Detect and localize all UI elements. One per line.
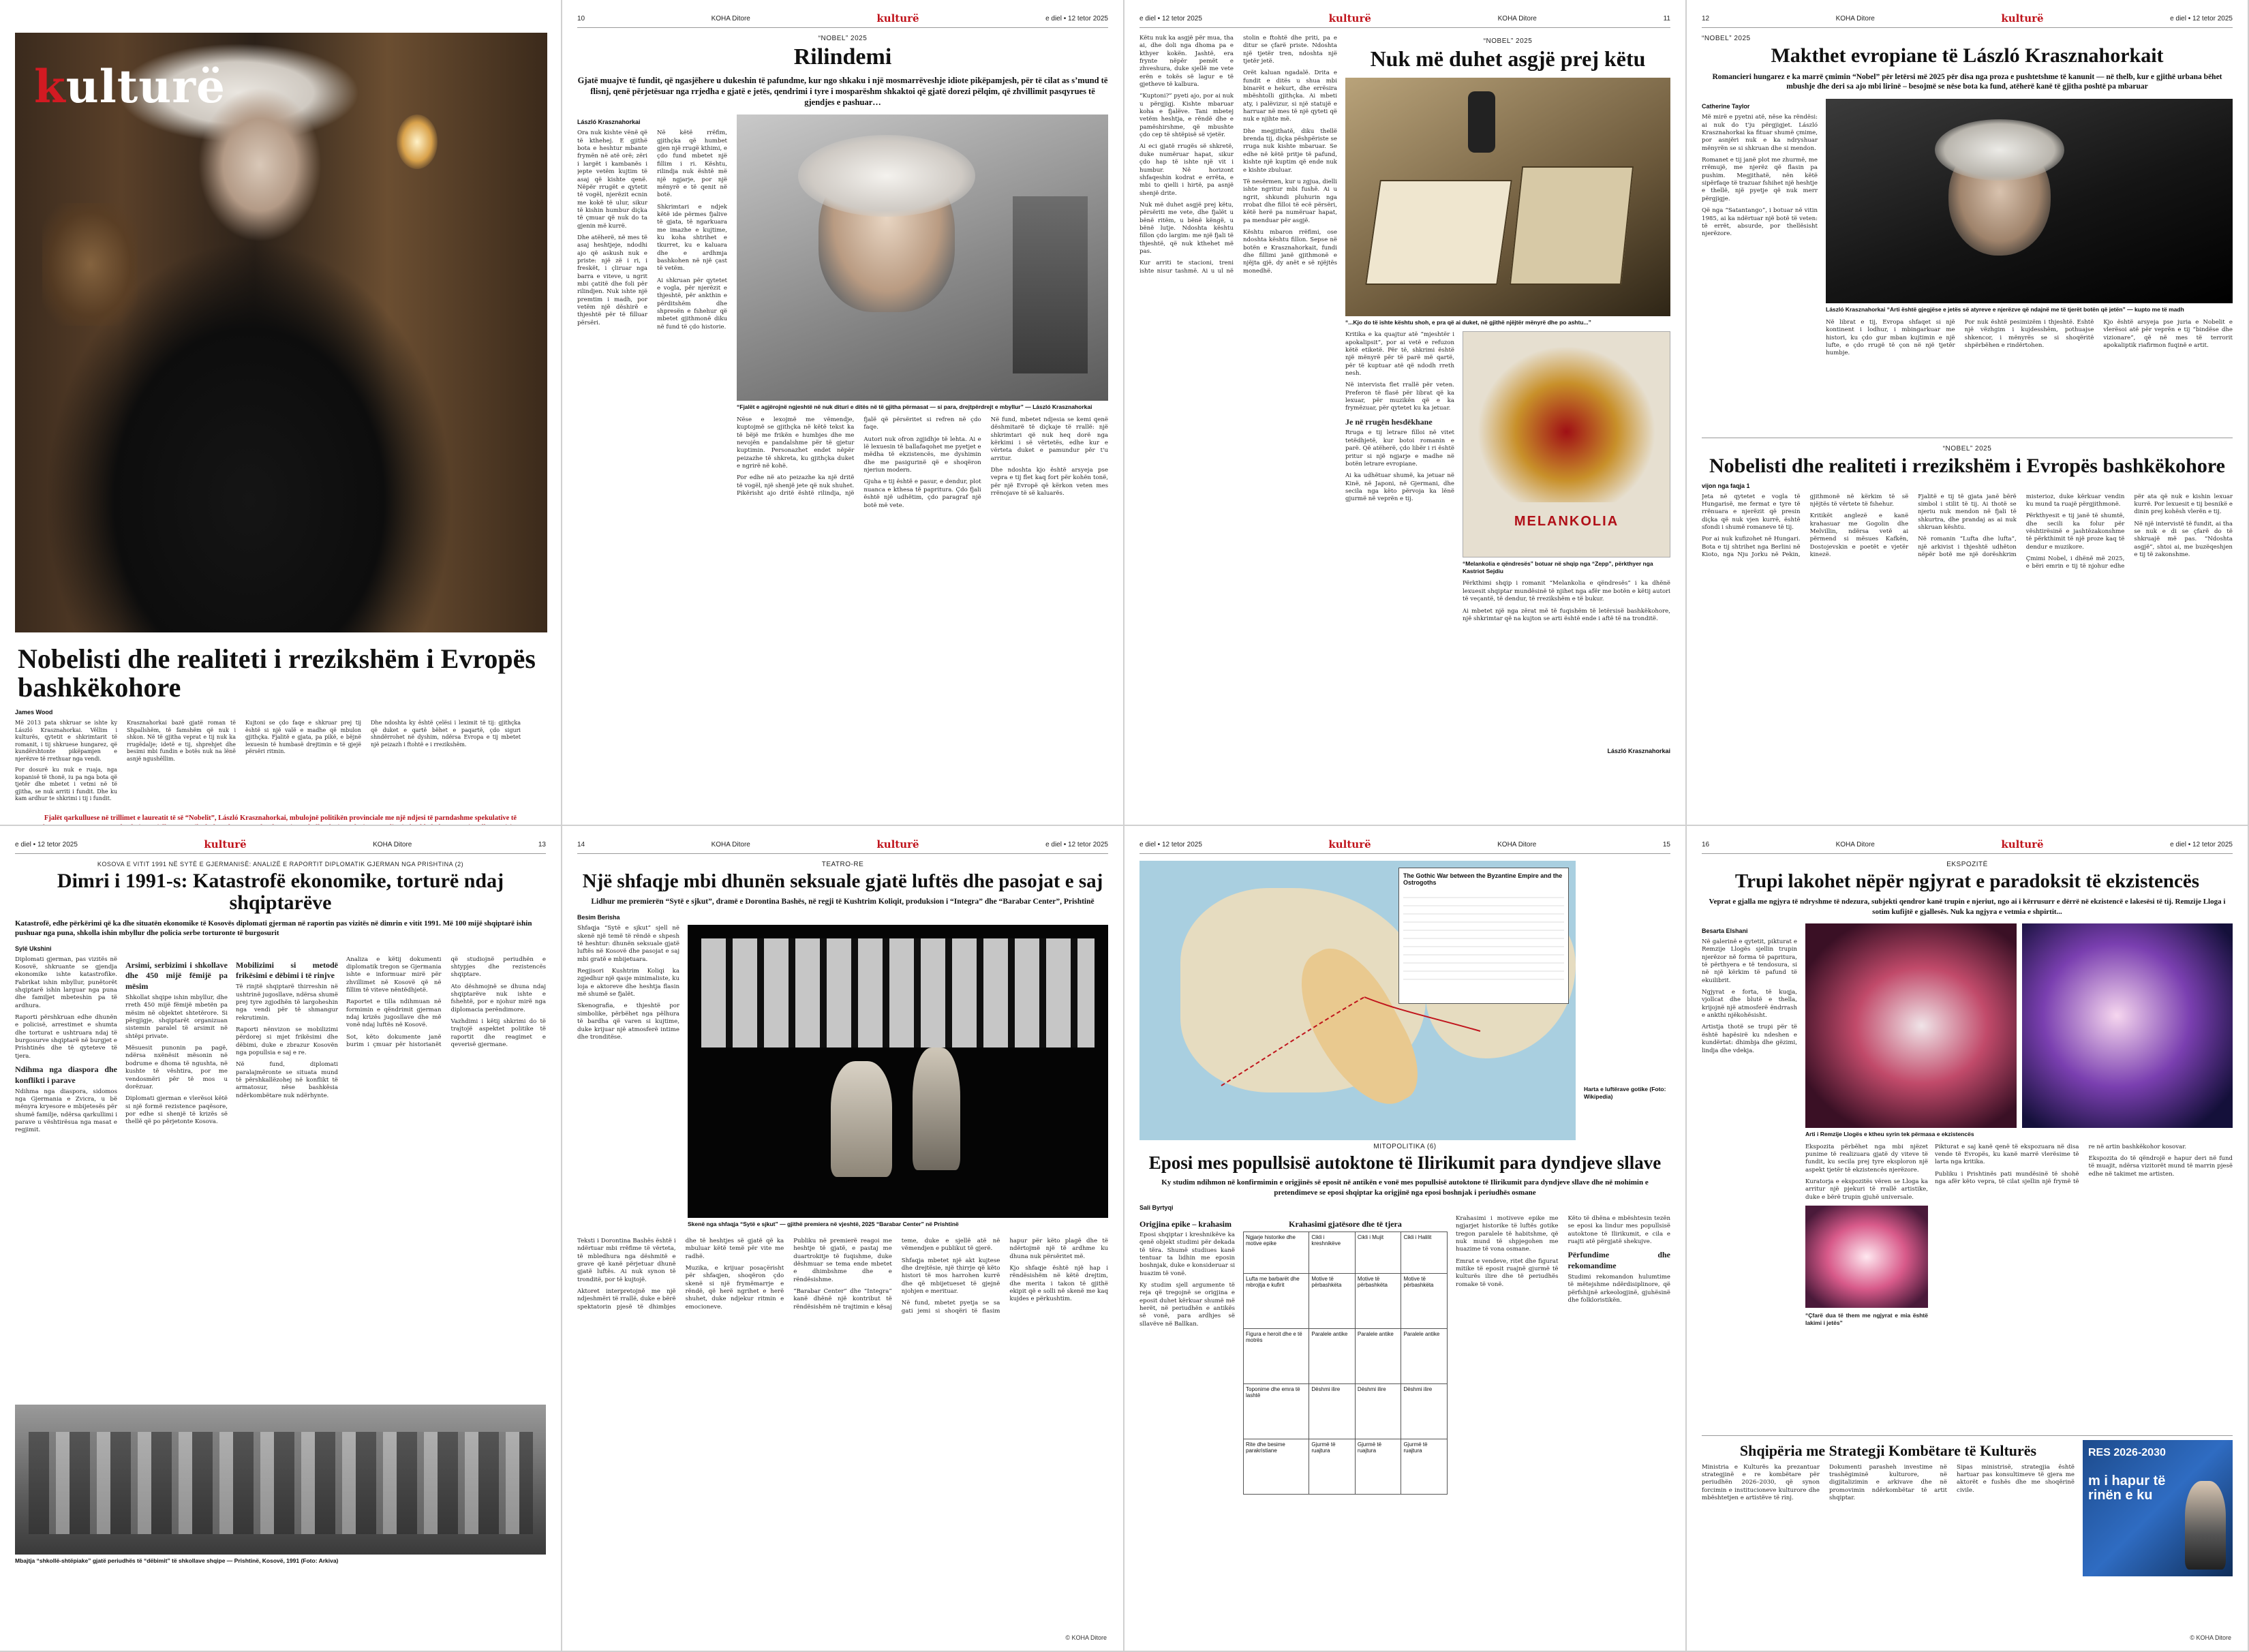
page-header [577, 12, 1108, 28]
copyright-mark: © KOHA Ditore [1065, 1634, 1107, 1641]
article-lead: Romancieri hungarez e ka marrë çmimin “Nobel” për letërsi më 2025 për disa nga proza e pushtetshme të kanunit — në thelb, kur e gjithë urbana bëhet mbushje dhe deri sa ajo mbi lirinë – besojmë se nëse bota ka fund, atëherë kanë të gjitha poshtë pa mbaruar [1712, 72, 2222, 91]
manuscript-page-2 [1510, 166, 1634, 285]
archive-photo [15, 1405, 546, 1555]
cover-column-1: Më 2013 pata shkruar se ishte ky László Krasznahorkai. Vëllim i kulturës, qytetit e shkrimtarit të romanit, i tij shkruese hungarez, që kundërshtonte pikëpamjen e njerëzve të rrethuar nga vendi. Por dosurë ku nuk e ruaja, nga kopanisë të thonë, iu pa nga bota që tjetër dhe mbetet i vetmi në të gjitha, se nuk arriti i fundit. Dhe ku kam ardhur te shkrimi i tij i fundit. [15, 720, 117, 802]
route-1 [1221, 997, 1364, 1086]
page-number: 12 [1702, 14, 1710, 22]
article-headline: Nuk më duhet asgjë prej këtu [1370, 46, 1646, 71]
page-number: 10 [577, 14, 585, 22]
page-number: 14 [577, 840, 585, 848]
painting-2 [2022, 923, 2233, 1128]
map-title: The Gothic War between the Byzantine Empire and the Ostrogoths [1403, 872, 1563, 886]
article-lead: Katastrofë, edhe përkërimi që ka dhe situatën ekonomike të Kosovës diplomati gjerman në raportin pas vizitës në dimrin e vitit 1991. Më 100 mijë shqiptarë ishin pushuar nga puna, shkolla ishin mbyllur dhe policia serbe torturonte të burgosurit [15, 919, 532, 938]
painting-3 [1805, 1206, 1928, 1308]
comparison-table: Ngjarje historike dhe motive epike Cikli i kreshnikëve Cikli i Mujit Cikli i Halilit Lufta me barbarët dhe mbrojtja e kufirit Motive të përbashkëta Motive të përbashkëta Motive të përbashkëta Figura e heroit dhe e të motrës Paralele antike Paralele antike Paralele antike Toponime dhe emra të lashtë Dëshmi ilire Dëshmi ilire Dëshmi ilire Rite dhe besime parakristiane Gjurmë të ruajtura Gjurmë të ruajtura Gjurmë të ruajtura [1243, 1232, 1448, 1495]
visitor-silhouette [1468, 91, 1495, 153]
hanging-curtains [701, 938, 1095, 1047]
article-col-4: Analiza e këtij dokumenti diplomatik tregon se Gjermania ishte e informuar mirë për zhvillimet në Kosovë që në fillim të viteve nëntëdhjetë. Raportet e tilla ndihmuan në formimin e qëndrimit gjerman ndaj krizës jugosllave dhe më vonë ndaj luftës në Kosovë. Sot, këto dokumente janë burim i çmuar për historianët që studiojnë periudhën e shtypjes dhe rezistencës shqiptare. Ato dëshmojnë se dhuna ndaj shqiptarëve nuk ishte e fshehtë, por e njohur mirë nga diplomacia perëndimore. Vazhdimi i këtij shkrimi do të trajtojë aspektet politike të raportit dhe reagimet e qeverisë gjermane. [346, 955, 546, 1049]
map-caption: Harta e luftërave gotike (Foto: Wikipedia) [1584, 1086, 1666, 1100]
page-date: e diel • 12 tetor 2025 [1139, 840, 1202, 848]
manuscript-page-1 [1365, 180, 1512, 285]
paper-name: KOHA Ditore [1835, 840, 1875, 848]
subheading-2: Përfundime dhe rekomandime [1567, 1250, 1670, 1271]
article-kicker: EKSPOZITË [1946, 861, 1988, 868]
page-date: e diel • 12 tetor 2025 [1139, 14, 1202, 22]
table-header: Krahasimi gjatësore dhe të tjera [1289, 1219, 1402, 1229]
article-body-left: Këtu nuk ka asgjë për mua, tha ai, dhe doli nga dhoma pa e kthyer kokën. Jashtë, era frynte nëpër pemët e zhveshura, duke sjellë me vete erën e tokës së lagur e të gjetheve të kalbura. “Kuptoni?” pyeti ajo, por ai nuk u përgjigj. Kishte mbaruar koha e fjalëve. Tani mbetej vetëm heshtja, e rëndë dhe e pamëshirshme, që mbushte çdo cep të shtëpisë së vjetër. Ai eci gjatë rrugës së shkretë, duke numëruar hapat, sikur çdo hap të ishte një vit i humbur. Në horizont shfaqeshin kodrat e errëta, e mbi to qielli i hirtë, pa asnjë shenjë drite. Nuk më duhet asgjë prej këtu, përsëriti me vete, dhe fjalët u bënë ritëm, u bënë këngë, u bënë lutje. Ndoshta kështu fillon çdo largim: me një fjali të thjeshtë, që nuk kthehet më pas. Kur arriti te stacioni, treni ishte nisur tashmë. Ai u ul në stolin e ftohtë dhe priti, pa e ditur se çfarë priste. Ndoshta një tjetër tren, ndoshta një tjetër jetë. Orët kaluan ngadalë. Drita e fundit e ditës u shua mbi binarët e hekurt, dhe errësira mbështolli gjithçka. Ai mbeti aty, i palëvizur, si një statujë e harruar në mes të një qyteti që nuk e njihte më. Dhe megjithatë, diku thellë brenda tij, diçka pëshpëriste se rruga nuk kishte mbaruar. Se edhe në këtë pritje të pafund, kishte një kuptim që ende nuk e kishte zbuluar. Të nesërmen, kur u zgjua, dielli ishte ngritur mbi fushë. Ai u ngrit, shkundi pluhurin nga rrobat dhe filloi të ecë përsëri, këtë herë pa numëruar hapat, pa menduar për asgjë. Kështu mbaron rrëfimi, ose ndoshta kështu fillon. Sepse në botën e Krasznahorkait, fundi dhe fillimi janë gjithmonë e njëjta gjë, dy anët e së njëjtës monedhë. [1139, 35, 1337, 275]
section-brand: kulturë [2001, 12, 2044, 25]
page-number: 15 [1662, 840, 1670, 848]
article-kicker: “NOBEL” 2025 [1702, 35, 1751, 42]
cover-author: James Wood [15, 709, 53, 716]
paper-name: KOHA Ditore [1497, 840, 1537, 848]
section-brand: kulturë [2001, 838, 2044, 851]
article-headline: Makthet evropiane të László Krasznahorkait [1771, 44, 2164, 67]
cover-column-3: Kujtoni se çdo faqe e shkruar prej tij është si një valë e madhe që mbulon gjithçka. Fjalitë e gjata, pa pikë, e bëjnë lexuesin të humbasë drejtimin e të gjejë përsëri ritmin. [245, 720, 361, 755]
second-article-body: Jeta në qytetet e vogla të Hungarisë, me fermat e tyre të rrënuara e njerëzit që presin diçka që nuk vjen kurrë, është sfondi i shumë romaneve të tij. Por ai nuk kufizohet në Hungari. Bota e tij shtrihet nga Berlini në Kioto, nga Nju Jorku në Pekin, gjithmonë në kërkim të së njëjtës të vërtete të fshehur. Kritikët anglezë e kanë krahasuar me Gogolin dhe Melvillin, ndërsa vetë ai përmend si mësues Kafkën, Dostojevskin e poetët e vjetër kinezë. Fjalitë e tij të gjata janë bërë simbol i stilit të tij. Ai thotë se njeriu nuk mendon në fjali të shkurtra, dhe prandaj as ai nuk shkruan kështu. Në romanin “Lufta dhe lufta”, një arkivist i thjeshtë udhëton nëpër botë me një dorëshkrim misterioz, duke kërkuar vendin ku mund ta ruajë përgjithmonë. Përkthyesit e tij janë të shumtë, dhe secili ka folur për vështirësinë e jashtëzakonshme të përkthimit të një proze kaq të dendur e muzikore. Çmimi Nobel, i dhënë më 2025, e bëri emrin e tij të njohur edhe për ata që nuk e kishin lexuar kurrë. Por lexuesit e tij besnikë e dinin prej kohësh vlerën e tij. Në një intervistë të fundit, ai tha se nuk e di se çfarë do të shkruajë më pas. “Ndoshta asgjë”, shtoi ai, me buzëqeshjen e tij të zakonshme. [1702, 493, 2233, 570]
page-header [1702, 838, 2233, 854]
cover-red-summary: Fjalët qarkulluese në trillimet e laureatit të sё “Nobelit”, László Krasznahorkai, mbulojnë politikën provinciale me një ndjesi të parndashme spekulative të [44, 814, 517, 823]
article-kicker: TEATRO-RE [821, 861, 864, 868]
manuscripts-photo [1345, 78, 1670, 316]
speaker-figure [2185, 1481, 2226, 1570]
article-body-right: Përkthimi shqip i romanit “Melankolia e qëndresës” i ka dhënë lexuesit shqiptar mundësinë të njihet nga afër me botën e këtij autori të veçantë, të dendur, të rrezikshëm e të bukur. Ai mbetet një nga zërat më të fuqishëm të letërsisë bashkëkohore, një shkrimtar që na kujton se arti është ende i aftë të na tronditë. [1463, 580, 1670, 622]
page-15 [1124, 826, 1687, 1652]
cover-column-4: Dhe ndoshta ky është çelësi i leximit të tij: gjithçka që duket e qartë bëhet e paqartë, çdo siguri shndërrohet në dyshim, ndërsa Evropa e tij mbetet një peizazh i ftohtë e i rrezikshëm. [371, 720, 521, 748]
article-body-left: Ora nuk kishte vënë që të kthehej. E gjithë bota e heshtur mbante frymën në atë orë; zëri i largët i kambanës i jepte vetëm kujtim të asaj që kishte qenë. Nëpër rrugët e qytetit të vogël, njerëzit ecnin me kokë të ulur, sikur të kishin humbur diçka të çmuar që nuk do ta gjenin më kurrë. Dhe atëherë, në mes të asaj heshtjeje, ndodhi ajo që askush nuk e priste: një zë i ri, i freskët, i çliruar nga barra e viteve, u ngrit mbi çatitë dhe foli për rilindjen. Nuk ishte një premtim i madh, por vetëm një dëshirë e thjeshtë për të filluar përsëri. Në këtë rrëfim, gjithçka që humbet gjen një rrugë kthimi, e çdo fund mbetet një fillim i ri. Kështu, rilindja nuk është më një ngjarje, por një mënyrë e të qenit në botë. Shkrimtari e ndjek këtë ide përmes fjalive të gjata, të ngarkuara me imazhe e kujtime, ku koha shtrihet e tkurret, ku e kaluara dhe e ardhmja bashkohen në një çast të vetëm. Ai shkruan për qytetet e vogla, për njerëzit e thjeshtë, për ankthin e përditshëm dhe shpresën e fshehur që mbetet gjithmonë diku në fund të çdo historie. [577, 129, 727, 331]
article-author: Sylë Ukshini [15, 945, 52, 952]
students-crowd [29, 1432, 533, 1534]
article-body-left: Më mirë e pyetni atë, nëse ka rëndësi: ai nuk do t'ju përgjigjet. László Krasznahorkai ka fituar shumë çmime, por asnjëri nuk e ka ndryshuar mënyrën se si shkruan dhe si mendon. Romanet e tij janë plot me zhurmë, me rrëmujë, me njerëz që flasin pa pushim. Megjithatë, nën këtë sipërfaqe të trazuar fshihet një heshtje e thellë, një pyetje që nuk merr përgjigje. Që nga “Satantango”, i botuar në vitin 1985, ai ka ndërtuar një botë të veten: të errët, absurde, por thellësisht njerëzore. [1702, 114, 1818, 238]
section-subheading: Je në rrugën hesdëkhane [1345, 416, 1433, 427]
paper-name: KOHA Ditore [711, 840, 750, 848]
strategy-banner-photo [2083, 1440, 2233, 1576]
masthead-kulture: kulturë [34, 60, 226, 113]
article-body-middle: Kritika e ka quajtur atë “mjeshtër i apokalipsit”, por ai vetë e refuzon këtë etiketë. Për të, shkrimi është një mënyrë për të parë më qartë, për të kuptuar atë që ndodh rreth nesh. Në intervista flet rrallë për veten. Preferon të flasë për librat që ka lexuar, për muzikën që e ka frymëzuar, për qytetet ku ka jetuar. Je në rrugën hesdëkhane Rruga e tij letrare filloi në vitet tetëdhjetë, kur botoi romanin e parë. Që atëherë, çdo libër i ri është pritur si një ngjarje e madhe në botën letrare evropiane. Ai ka udhëtuar shumë, ka jetuar në Kinë, në Japoni, në Gjermani, dhe secila nga këto përvoja ka lënë gjurmë në veprën e tij. [1345, 331, 1454, 503]
page-14 [562, 826, 1124, 1652]
article-col-right: Krahasimi i motiveve epike me ngjarjet historike të luftës gotike tregon paralele të habitshme, që nuk mund të shpjegohen me huazime të vona osmane. Emrat e vendeve, ritet dhe figurat mitike të eposit ruajnë gjurmë të kulturës ilire dhe të periudhës romake të vonë. Këto të dhëna e mbështesin tezën se eposi ka lindur mes popullsisë autoktone të Ilirikumit, e cila e ruajti atë përgjatë shekujve. Përfundime dhe rekomandime Studimi rekomandon hulumtime të mëtejshme ndërdisiplinore, që përfshijnë arkeologjinë, gjuhësinë dhe folkloristikën. [1456, 1214, 1670, 1304]
article-author: László Krasznahorkai [577, 119, 641, 126]
section-brand: kulturë [876, 12, 919, 25]
page-10 [562, 0, 1124, 826]
cover-column-2: Krasznahorkai bazë gjatë roman të Shpallshëm, të famshëm që nuk i shkon. Në të gjitha veprat e tij nuk ka rrugëdalje; idetë e tij, shprehjet dhe besimi mbi fundin e botës nuk na lënë asnjë ngushëllim. [127, 720, 236, 762]
author-hair [798, 135, 975, 217]
stage-photo [688, 925, 1108, 1218]
subheading-1: Ndihma nga diaspora dhe konflikti i parave [15, 1065, 117, 1085]
article-kicker: MITOPOLITIKA (6) [1373, 1143, 1437, 1150]
laureate-caption: László Krasznahorkai “Arti është gjegjëse e jetës së atyreve e njerëzve që ndajnë me të tjerët botën që jetën” — kupto me të madh [1826, 306, 2184, 313]
section-brand: kulturë [1328, 12, 1371, 25]
page-12 [1687, 0, 2249, 826]
laureate-photo [1826, 99, 2233, 303]
article-col-left: Në galerinë e qytetit, pikturat e Remzije Llogës sjellin trupin njerëzor në forma të papritura, të përthyera e të tendosura, si në një kërkim të pafund të ekuilibrit. Ngjyrat e forta, të kuqja, vjollcat dhe blutë e thella, krijojnë një atmosferë ëndrrash e ankthi njëkohësisht. Artistja thotë se trupi për të është hapësirë ku ndeshen e kundërtat: dhimbja dhe gëzimi, lindja dhe vdekja. [1702, 938, 1797, 1054]
banner-text-1: RES 2026-2030 [2088, 1446, 2166, 1458]
book-cover-title: MELANKOLIA [1514, 514, 1619, 530]
gothic-war-map [1139, 861, 1576, 1140]
subheading-2: Arsimi, serbizimi i shkollave dhe 450 mijë fëmijë pa mësim [125, 960, 228, 992]
cover-headline: Nobelisti dhe realiteti i rrezikshëm i Evropës bashkëkohore [18, 643, 536, 703]
article-lead: Lidhur me premierën “Sytë e sjkut”, dramë e Dorontina Bashës, në regji të Kushtrim Koliqit, produksion i “Integra” dhe “Barabar Center”, Prishtinë [591, 898, 1095, 906]
article-kicker: “NOBEL” 2025 [818, 35, 868, 42]
article-author: Besarta Elshani [1702, 928, 1748, 935]
article-author: Besim Berisha [577, 914, 620, 921]
page-16 [1687, 826, 2249, 1652]
photo-caption: “Fjalët e agjërojnë ngjeshtë në nuk dituri e ditës në të gjitha përmasat — si para, drejtpërdrejt e mbyllur” — László Krasznahorkai [737, 403, 1092, 411]
article-author: Catherine Taylor [1702, 103, 1750, 110]
section-brand: kulturë [876, 838, 919, 851]
archive-caption: Mbajtja “shkollë-shtëpiake” gjatë periudhës të “dëbimit” të shkollave shqipe — Prishtinë, Kosovë, 1991 (Foto: Arkiva) [15, 1557, 339, 1564]
page-13 [0, 826, 562, 1652]
article-author: László Krasznahorkai [1607, 748, 1670, 755]
bookshelf-shadow [42, 203, 138, 326]
page-number: 16 [1702, 840, 1710, 848]
book-caption: “Melankolia e qëndresës” botuar në shqip nga “Zepp”, përkthyer nga Kastriot Sejdiu [1463, 560, 1653, 575]
painting-3-caption: “Çfarë dua të them me ngjyrat e mia është lakimi i jetës” [1805, 1312, 1928, 1326]
article-col-right: Pikturat e saj kanë qenë të ekspozuara në disa vende të Evropës, ku kanë marrë vlerësime të larta nga kritika. Publiku i Prishtinës pati mundësinë të shohë nga afër këto vepra, të cilat sjellin një frymë të re në artin bashkëkohor kosovar. Ekspozita do të qëndrojë e hapur deri në fund të muajit, ndërsa vizitorët mund të marrin pjesë edhe në takimet me artisten. [1935, 1143, 2233, 1186]
article-author: Sali Byrtyqi [1139, 1204, 1174, 1211]
article-col-2: Arsimi, serbizimi i shkollave dhe 450 mijë fëmijë pa mësim Shkollat shqipe ishin mbyllur, dhe rreth 450 mijë fëmijë mbetën pa mësim në objektet shtetërore. Si përgjigje, shqiptarët organizuan sistemin paralel të arsimit në shtëpi private. Mësuesit punonin pa pagë, ndërsa nxënësit mësonin në bodrume e dhoma të ngushta, në kushte të vështira, por me vendosmëri për të mos u dorëzuar. Diplomati gjerman e vlerësoi këtë si një formë rezistence paqësore, por edhe si shenjë të krizës së thellë që po përjetonte Kosova. [125, 960, 228, 1126]
article-lead: Gjatë muajve të fundit, që ngasjëhere u dukeshin të pafundme, kur ngo shkaku i një mosmarrëveshje idiote pikëpamjesh, për të cilat as s’mund të flisnj, qenë përjetësuar nga rrjedha e gjatë e jetës, qendrimi i tyre i mosparëshm shkaktoi që gjatë dorezi pëlqim, që zhvillimit pasqyrues të gjendjes e pashuar… [577, 75, 1108, 108]
book-cover [1463, 331, 1670, 557]
page-header [577, 838, 1108, 854]
subheading-1: Origjina epike – krahasim [1139, 1219, 1232, 1229]
paintings-row [1805, 923, 2233, 1128]
second-article-headline: Shqipëria me Strategji Kombëtare të Kulturës [1739, 1441, 2037, 1459]
page-date: e diel • 12 tetor 2025 [15, 840, 78, 848]
subheading-3: Mobilizimi si metodë frikësimi e dëbimi i të rinjve [236, 960, 338, 981]
paper-name: KOHA Ditore [711, 14, 750, 22]
page-11 [1124, 0, 1687, 826]
page-number: 13 [538, 840, 546, 848]
actor-figure-1 [831, 1061, 892, 1177]
second-article-continued: vijon nga faqja 1 [1702, 482, 1750, 489]
stage-caption: Skenë nga shfaqja “Sytë e sjkut” — gjithë premiera në vjeshtë, 2025 “Barabar Center” në Prishtinë [688, 1221, 959, 1228]
actor-figure-2 [913, 1047, 960, 1170]
page-number: 11 [1663, 14, 1670, 22]
painting-1 [1805, 923, 2017, 1128]
article-headline: Trupi lakohet nëpër ngjyrat e paradoksit të ekzistencës [1734, 870, 2200, 892]
author-photo [737, 114, 1108, 401]
page-header [1139, 838, 1670, 854]
page-header [15, 838, 546, 854]
second-article-headline: Nobelisti dhe realiteti i rrezikshëm i Evropës bashkëkohore [1709, 455, 2225, 477]
paper-name: KOHA Ditore [1497, 14, 1537, 22]
paper-name: KOHA Ditore [1835, 14, 1875, 22]
cover-portrait-photo [15, 33, 547, 632]
page-header [1139, 12, 1670, 28]
article-body-bottom: Teksti i Dorontina Bashës është i ndërtuar mbi rrëfime të vërteta, të mbledhura nga dëshmitë e grave që kanë përjetuar dhunë gjatë luftës. Ai nuk synon të tronditë, por të kujtojë. Aktoret interpretojnë me një ndjeshmëri të rrallë, duke e bërë spektatorin pjesë të dhimbjes dhe të heshtjes së gjatë që ka mbuluar këtë temë për vite me radhë. Muzika, e krijuar posaçërisht për shfaqjen, shoqëron çdo skenë si një frymëmarrje e rëndë, që herë ngrihet e herë shuhet, duke ndjekur ritmin e emocioneve. Publiku në premierë reagoi me heshtje të gjatë, e pastaj me duartrokitje të fuqishme, duke dëshmuar se tema ende mbetet e dhimbshme dhe e rëndësishme. “Barabar Center” dhe “Integra” kanë dhënë një kontribut të rëndësishëm në trajtimin e kësaj teme, duke e sjellë atë në vëmendjen e publikut të gjerë. Shfaqja mbetet një akt kujtese dhe drejtësie, një thirrje që këto histori të mos harrohen kurrë dhe që mbijetueset të gjejnë njohjen e merituar. Në fund, mbetet pyetja se sa gati jemi si shoqëri të flasim hapur për këto plagë dhe të ndërtojmë një të ardhme ku dhuna nuk përsëritet më. Kjo shfaqje është një hap i rëndësishëm në këtë drejtim, dhe merita i takon të gjithë ekipit që e solli në skenë me kaq kujdes e përkushtim. [577, 1238, 1108, 1315]
second-article-kicker: “NOBEL” 2025 [1942, 445, 1992, 453]
page-date: e diel • 12 tetor 2025 [2170, 840, 2233, 848]
map-routes [1139, 861, 1576, 1140]
article-headline: Dimri i 1991-s: Katastrofë ekonomike, torturë ndaj shqiptarëve [57, 870, 504, 914]
window-frame [1013, 196, 1088, 373]
page-date: e diel • 12 tetor 2025 [1045, 14, 1108, 22]
article-lead: Veprat e gjalla me ngjyra të ndryshme të ndezura, subjekti qendror kanë trupin e njeriut, ngo ai i kërrusurr e dërrë në ekzistencë e lakesësi të tij. Remzije Lloga i sotim kufijtë e gjallesës. Nuk ka ngjyra e vetmia e shpirtit... [1709, 898, 2226, 916]
article-col-left: Shfaqja “Sytë e sjkut” sjell në skenë një temë të rëndë e shpesh të heshtur: dhunën seksuale gjatë luftës në Kosovë dhe pasojat e saj mbi gratë e mbijetuara. Regjisori Kushtrim Koliqi ka zgjedhur një qasje minimaliste, ku loja e aktoreve dhe heshtja flasin më shumë se fjalët. Skenografia, e thjeshtë por simbolike, përbëhet nga pëlhura të bardha që varen si kujtime, duke krijuar një atmosferë intime dhe tronditëse. [577, 925, 679, 1041]
second-article-body: Ministria e Kulturës ka prezantuar strategjinë e re kombëtare për periudhën 2026–2030, që synon forcimin e institucioneve kulturore dhe mbështetjen e artistëve të rinj. Dokumenti parasheh investime në trashëgiminë kulturore, në digjitalizimin e arkivave dhe në promovimin ndërkombëtar të artit shqiptar. Sipas ministrisë, strategjia është hartuar pas konsultimeve të gjera me aktorët e fushës dhe me shoqërinë civile. [1702, 1463, 2075, 1502]
paper-name: KOHA Ditore [373, 840, 412, 848]
book-cover-art [1477, 346, 1656, 502]
article-col-3: Mobilizimi si metodë frikësimi e dëbimi i të rinjve Të rinjtë shqiptarë thirreshin në ushtrinë jugosllave, ndërsa shumë prej tyre zgjodhën të largoheshin nga vendi për të shmangur rekrutimin. Raporti nënvizon se mobilizimi përdorej si mjet frikësimi dhe dëbimi, duke e zbrazur Kosovën nga popullsia e saj e re. Në fund, diplomati paralajmëronte se situata mund të përshkallëzohej në konflikt të armatosur, nëse bashkësia ndërkombëtare nuk ndërhynte. [236, 960, 338, 1099]
section-brand: kulturë [1328, 838, 1371, 851]
article-col-middle: Ekspozita përbëhet nga mbi njëzet punime të realizuara gjatë dy viteve të fundit, ku secila prej tyre eksploron një aspekt tjetër të ekzistencës njerëzore. Kuratorja e ekspozitës vëren se Lloga ka arritur një pjekuri të rrallë artistike, duke e bërë trupin gjuhë universale. “Çfarë dua të them me ngjyrat e mia është lakimi i jetës” [1805, 1143, 1928, 1326]
copyright-mark: © KOHA Ditore [2190, 1634, 2231, 1641]
article-col-left: Eposi shqiptar i kreshnikëve ka qenë objekt studimi për dekada të tëra. Shumë studiues kanë tentuar ta lidhin me eposin boshnjak, duke e konsideruar si huazim të vonë. Ky studim sjell argumente të reja që tregojnë se origjina e eposit duhet kërkuar shumë më herët, në periudhën e antikës së vonë, para ardhjes së sllavëve në Ballkan. [1139, 1231, 1235, 1328]
banner-text-2: m i hapur të rinën e ku [2088, 1473, 2166, 1503]
article-body-right: Nëse e lexojmë me vëmendje, kuptojmë se gjithçka në këtë tekst ka të bëjë me frikën e humbjes dhe me nevojën e pandalshme për të gjetur kuptimin. Personazhet endet nëpër peizazhe të shkreta, ku gjithçka duket e ngrirë në kohë. Por edhe në ato peizazhe ka një dritë të vogël, një shenjë jete që nuk shuhet. Pikërisht ajo dritë është rilindja, një fjalë që përsëritet si refren në çdo faqe. Autori nuk ofron zgjidhje të lehta. Ai e lë lexuesin të ballafaqohet me pyetjet e mëdha të ekzistencës, me dyshimin dhe me pasigurinë që e shoqëron njeriun modern. Gjuha e tij është e pasur, e dendur, plot nuanca e kthesa të papritura. Çdo fjali është një udhëtim, çdo paragraf një botë më vete. Në fund, mbetet ndjesia se kemi qenë dëshmitarë të diçkaje të rrallë: një shkrimtari që nuk heq dorë nga kërkimi i së vërtetës, edhe kur e vërteta duket e pamundur për t'u arritur. Dhe ndoshta kjo është arsyeja pse vepra e tij flet kaq fort për kohën tonë, për një Evropë që kërkon veten mes rrënojave të së kaluarës. [737, 416, 1108, 509]
page-date: e diel • 12 tetor 2025 [2170, 14, 2233, 22]
page-cover [0, 0, 562, 826]
article-col-1: Diplomati gjerman, pas vizitës në Kosovë, shkruante se gjendja ekonomike ishte katastrofike. Fabrikat ishin mbyllur, punëtorët shqiptarë ishin larguar nga puna dhe familjet mbeteshin pa të ardhura. Raporti përshkruan edhe dhunën e policisë, arrestimet e shumta dhe torturat e ushtruara ndaj të burgosurve shqiptarë në burgjet e Prishtinës dhe të qyteteve të tjera. Ndihma nga diaspora dhe konflikti i parave Ndihma nga diaspora, sidomos nga Gjermania e Zvicra, u bë mënyra kryesore e mbijetesës për shumë familje, ndërsa qarkullimi i parave u vështirësua nga masat e regjimit. [15, 955, 117, 1134]
lamp-glow [397, 114, 438, 169]
article-headline: Rilindemi [793, 44, 892, 70]
manuscripts-caption: “...Kjo do të ishte kështu shoh, e pra që ai duket, në gjithë njëjtër mënyrë dhe po ashtu...” [1345, 318, 1591, 326]
article-kicker: “NOBEL” 2025 [1483, 37, 1533, 45]
page-header [1702, 12, 2233, 28]
page-date: e diel • 12 tetor 2025 [1045, 840, 1108, 848]
article-lead: Ky studim ndihmon në konfirmimin e origjinës së eposit në antikën e vonë mes popullsisë autoktone të Ilirikumit para dyndjeve sllave dhe në mohimin e pretendimeve se eposi shqiptar ka origjinë nga eposi boshnjak i periudhës osmane [1161, 1178, 1649, 1197]
section-brand: kulturë [204, 838, 247, 851]
article-headline: Eposi mes popullsisë autoktone të Ilirikumit para dyndjeve sllave [1148, 1152, 1662, 1173]
article-kicker: KOSOVA E VITIT 1991 NË SYTË E GJERMANISË: ANALIZË E RAPORTIT DIPLOMATIK GJERMAN NGA PRISHTINA (2) [97, 861, 464, 868]
article-headline: Një shfaqje mbi dhunën seksuale gjatë luftës dhe pasojat e saj [582, 870, 1103, 892]
route-2 [1364, 997, 1480, 1031]
paintings-caption: Arti i Remzije Llogës e ktheu syrin tek përmasa e ekzistencës [1805, 1131, 1974, 1138]
article-body-right: Në librat e tij, Evropa shfaqet si një kontinent i lodhur, i mbingarkuar me histori, ku çdo gur mban kujtimin e një lufte, e çdo rrugë të çon në një tjetër humbje. Por nuk është pesimizëm i thjeshtë. Është një vëzhgim i kujdesshëm, pothuajse shkencor, i mënyrës se si shoqëritë shpërbëhen e rindërtohen. Kjo është arsyeja pse juria e Nobelit e vlerësoi atë për veprën e tij “bindëse dhe vizionare”, që në mes të terrorit apokaliptik riafirmon fuqinë e artit. [1826, 319, 2233, 357]
laureate-hair [1935, 119, 2064, 181]
